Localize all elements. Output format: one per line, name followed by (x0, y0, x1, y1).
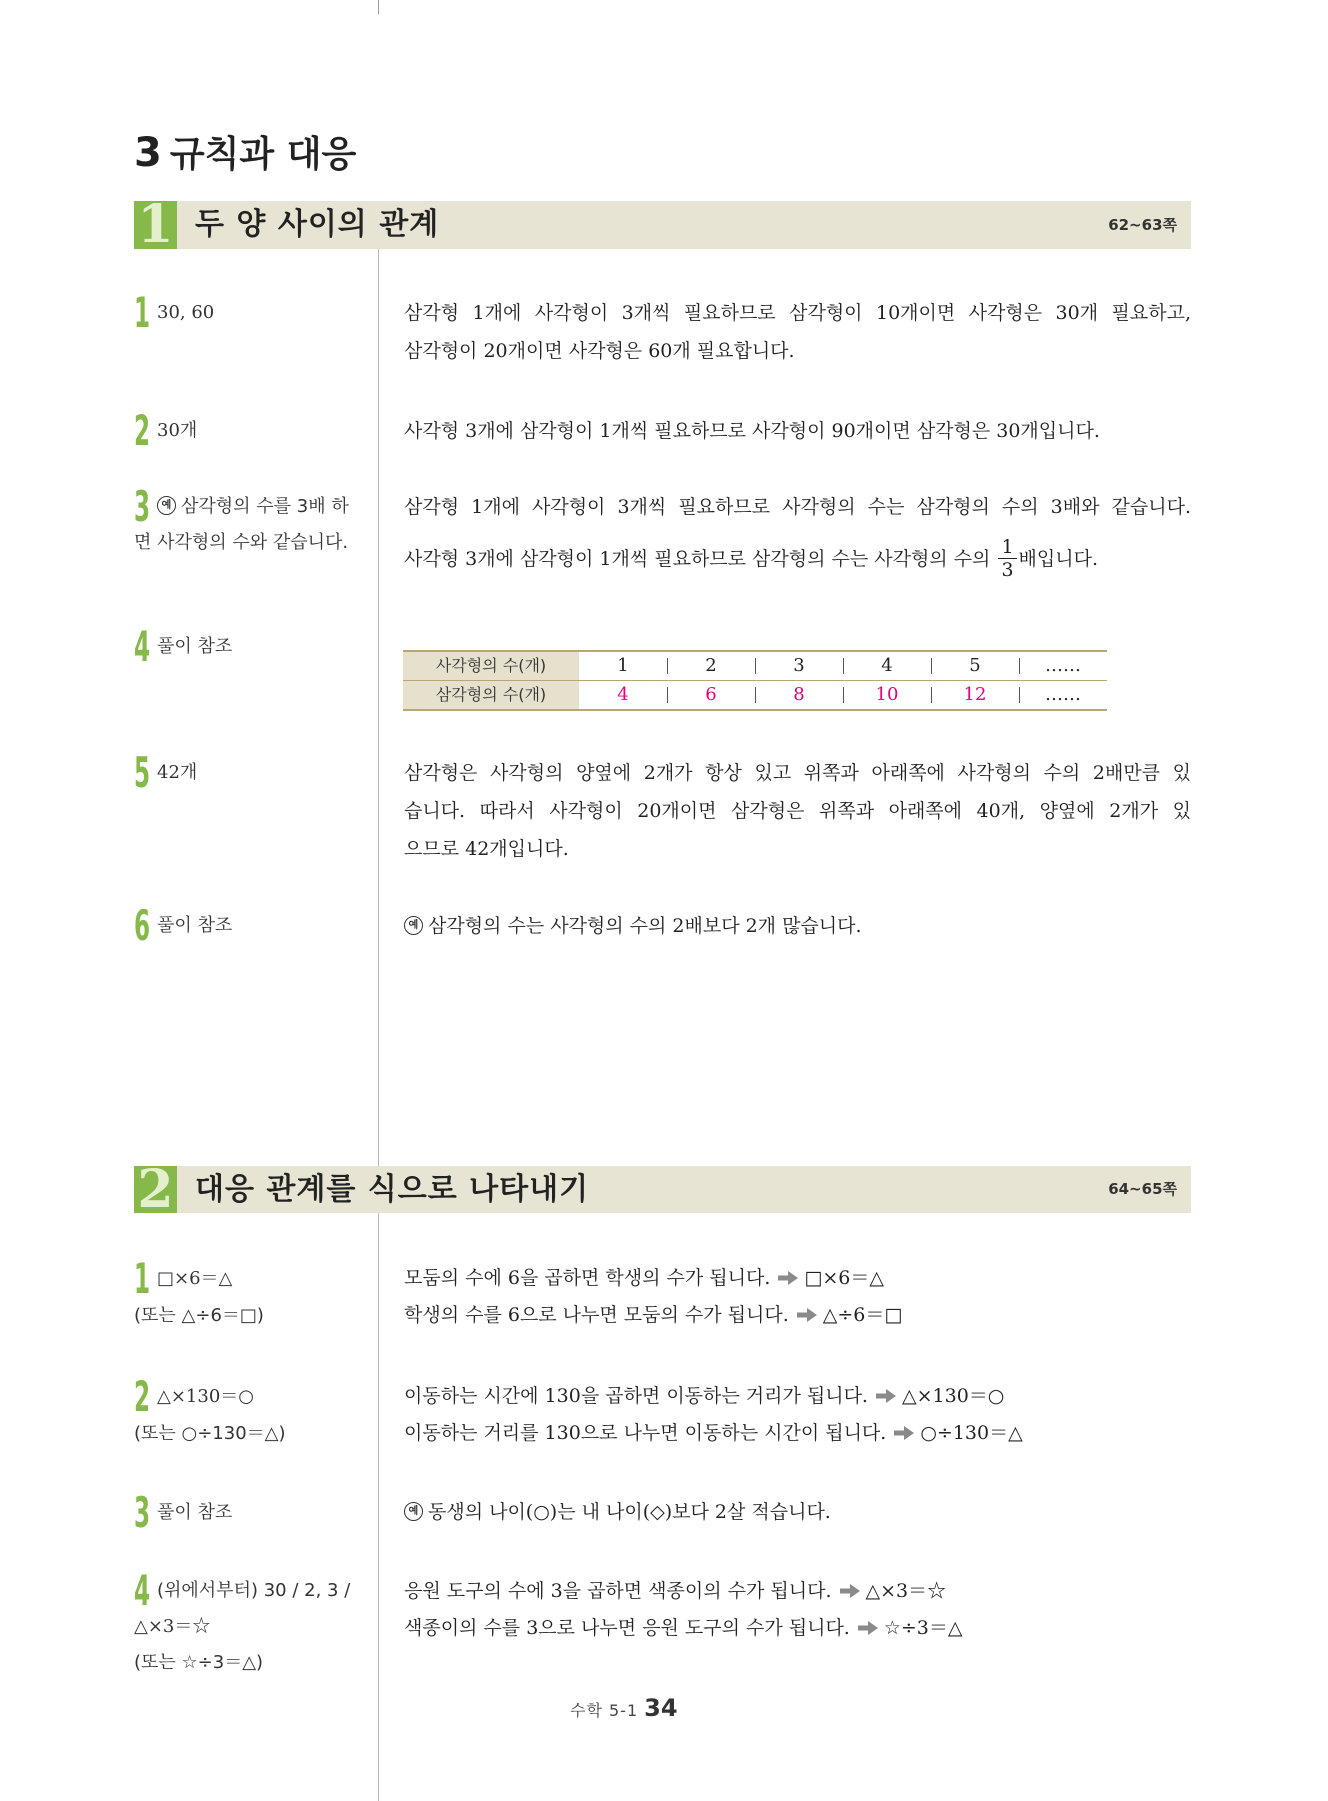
chapter-number: 3 (134, 130, 162, 176)
table-cell: 4 (843, 652, 931, 680)
formula: △÷6＝□ (822, 1304, 903, 1326)
explanation-3 (404, 1494, 1191, 1531)
section-number-badge: 1 (134, 201, 177, 249)
answer-1 (134, 288, 374, 337)
table-cell: 3 (755, 652, 843, 680)
arrow-right-icon (858, 1621, 878, 1635)
question-number: 2 (134, 1372, 151, 1421)
answer-line (134, 489, 374, 525)
arrow-right-icon (876, 1389, 896, 1403)
arrow-right-icon (778, 1271, 798, 1285)
explanation-4 (404, 1573, 1191, 1647)
table-row (403, 652, 1107, 680)
answer-text: 42개 (157, 762, 198, 783)
answer-4 (134, 622, 374, 671)
arrow-right-icon (894, 1426, 914, 1440)
answer-alternative: (또는 ☆÷3＝△) (134, 1652, 264, 1673)
table-row-header: 사각형의 수(개) (403, 652, 579, 680)
explanation-text: 이동하는 거리를 130으로 나누면 이동하는 시간이 됩니다. (404, 1422, 887, 1444)
explanation-line: 삼각형이 20개이면 사각형은 60개 필요합니다. (404, 340, 795, 362)
arrow-right-icon (797, 1308, 817, 1322)
explanation-text: 색종이의 수를 3으로 나누면 응원 도구의 수가 됩니다. (404, 1617, 850, 1639)
explanation-line (404, 1610, 1191, 1647)
table-cell: …… (1019, 652, 1107, 680)
explanation-text: 동생의 나이(○)는 내 나이(◇)보다 2살 적습니다. (428, 1501, 831, 1523)
answer-formula: □×6＝△ (157, 1268, 233, 1289)
explanation-2 (404, 412, 1191, 450)
answer-text: 풀이 참조 (157, 1502, 233, 1523)
formula: △×130＝○ (901, 1385, 1005, 1407)
page-footer (570, 1694, 678, 1722)
table-cell: 1 (617, 655, 629, 676)
section-title: 대응 관계를 식으로 나타내기 (195, 1172, 590, 1207)
answer-2 (134, 406, 374, 455)
answer-line: (위에서부터) 30 / 2, 3 / (157, 1580, 351, 1601)
formula: △×3＝☆ (865, 1580, 947, 1602)
explanation-6 (404, 907, 1191, 945)
explanation-5 (404, 754, 1191, 868)
explanation-text: 배입니다. (1018, 548, 1099, 570)
explanation-line (404, 1494, 1191, 1531)
question-number: 5 (134, 748, 151, 797)
answer-line: 면 사각형의 수와 같습니다. (134, 532, 349, 553)
explanation-text: 삼각형의 수는 사각형의 수의 2배보다 2개 많습니다. (428, 915, 862, 937)
explanation-line: 으므로 42개입니다. (404, 838, 569, 860)
page-reference: 62~63쪽 (1108, 216, 1177, 234)
explanation-1 (404, 294, 1191, 370)
example-mark-icon: 예 (404, 916, 423, 935)
question-number: 3 (134, 482, 151, 531)
explanation-text: 모둠의 수에 6을 곱하면 학생의 수가 됩니다. (404, 1267, 771, 1289)
explanation-line (404, 1378, 1191, 1415)
explanation-3-line-2 (404, 533, 1191, 585)
explanation-line (404, 907, 1191, 945)
example-mark-icon: 예 (157, 496, 176, 515)
explanation-text: 학생의 수를 6으로 나누면 모둠의 수가 됩니다. (404, 1304, 789, 1326)
example-mark-icon: 예 (404, 1502, 423, 1521)
question-number: 6 (134, 901, 151, 950)
explanation-line: 습니다. 따라서 사각형이 20개이면 삼각형은 위쪽과 아래쪽에 40개, 양옆에 2개가 있 (404, 800, 1191, 822)
question-number: 1 (134, 288, 151, 337)
explanation-line: 삼각형 1개에 사각형이 3개씩 필요하므로 삼각형이 10개이면 사각형은 30개 필요하고, (404, 302, 1191, 324)
answer-alternative: (또는 ○÷130＝△) (134, 1423, 286, 1444)
column-divider (378, 249, 379, 1801)
explanation-line (404, 1297, 1191, 1334)
answer-text: 삼각형의 수를 3배 하 (181, 496, 349, 517)
table-cell-answer: 4 (617, 684, 629, 705)
explanation-text: 사각형 3개에 삼각형이 1개씩 필요하므로 삼각형의 수는 사각형의 수의 (404, 548, 997, 570)
question-number: 1 (134, 1254, 151, 1303)
question-number: 4 (134, 622, 151, 671)
table-cell-answer: 8 (755, 681, 843, 709)
answer-formula: △×130＝○ (157, 1386, 254, 1407)
question-number: 2 (134, 406, 151, 455)
formula: ○÷130＝△ (920, 1422, 1023, 1444)
table-cell: 2 (667, 652, 755, 680)
chapter-name: 규칙과 대응 (169, 134, 357, 175)
answer-5 (134, 748, 374, 797)
explanation-2 (404, 1378, 1191, 1452)
answer-3 (134, 1488, 374, 1537)
answer-text: 30개 (157, 420, 198, 441)
explanation-line (404, 1573, 1191, 1610)
table-cell-answer: 10 (843, 681, 931, 709)
explanation-text: 이동하는 시간에 130을 곱하면 이동하는 거리가 됩니다. (404, 1385, 868, 1407)
question-number: 3 (134, 1488, 151, 1537)
question-number: 4 (134, 1566, 151, 1615)
answer-6 (134, 901, 374, 950)
table-cell-answer: 12 (931, 681, 1019, 709)
top-crease-mark (378, 0, 379, 14)
section-number-badge: 2 (134, 1166, 177, 1213)
arrow-right-icon (840, 1584, 860, 1598)
section-header-2 (134, 1166, 1191, 1213)
answer-text: 풀이 참조 (157, 915, 233, 936)
answer-text: 풀이 참조 (157, 636, 233, 657)
explanation-text: 응원 도구의 수에 3을 곱하면 색종이의 수가 됩니다. (404, 1580, 832, 1602)
formula: ☆÷3＝△ (883, 1617, 963, 1639)
explanation-line (404, 1260, 1191, 1297)
answer-3 (134, 482, 374, 561)
section-title: 두 양 사이의 관계 (195, 207, 440, 242)
explanation-line (404, 533, 1191, 585)
fraction-denominator: 3 (1001, 558, 1014, 581)
explanation-line: 사각형 3개에 삼각형이 1개씩 필요하므로 사각형이 90개이면 삼각형은 30개입니다. (404, 420, 1100, 442)
explanation-line (404, 1415, 1191, 1452)
chapter-title (134, 129, 356, 177)
book-title: 수학 5-1 (570, 1701, 639, 1720)
explanation-1 (404, 1260, 1191, 1334)
fraction-numerator: 1 (998, 536, 1016, 559)
explanation-line: 삼각형 1개에 사각형이 3개씩 필요하므로 사각형의 수는 삼각형의 수의 3배와 같습니다. (404, 496, 1191, 518)
table-cell: 5 (931, 652, 1019, 680)
section-header-1 (134, 201, 1191, 249)
correspondence-table (403, 650, 1107, 711)
answer-formula: △×3＝☆ (134, 1616, 211, 1637)
answer-4 (134, 1566, 374, 1681)
table-row-header: 삼각형의 수(개) (403, 681, 579, 709)
formula: □×6＝△ (804, 1267, 884, 1289)
answer-alternative: (또는 △÷6＝□) (134, 1305, 264, 1326)
answer-1 (134, 1254, 374, 1334)
page-number: 34 (644, 1694, 678, 1722)
answer-text: 30, 60 (157, 302, 215, 323)
table-cell-answer: 6 (667, 681, 755, 709)
fraction (998, 536, 1016, 581)
answer-2 (134, 1372, 374, 1452)
explanation-3 (404, 488, 1191, 526)
explanation-line: 삼각형은 사각형의 양옆에 2개가 항상 있고 위쪽과 아래쪽에 사각형의 수의 2배만큼 있 (404, 762, 1191, 784)
page-reference: 64~65쪽 (1108, 1180, 1177, 1198)
table-cell: …… (1019, 681, 1107, 709)
table-row (403, 680, 1107, 709)
